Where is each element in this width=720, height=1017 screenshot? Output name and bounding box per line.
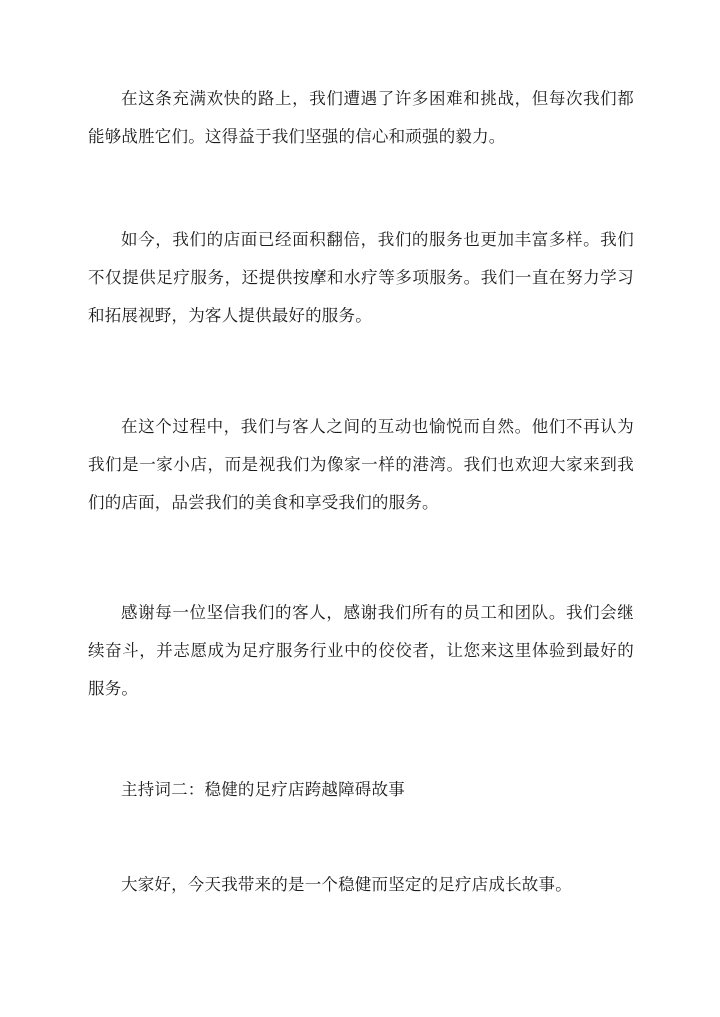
paragraph-1: 在这条充满欢快的路上，我们遭遇了许多困难和挑战，但每次我们都能够战胜它们。这得益于我们坚强的信心和顽强的毅力。 [88, 89, 634, 146]
paragraph-2: 如今，我们的店面已经面积翻倍，我们的服务也更加丰富多样。我们不仅提供足疗服务，还提供按摩和水疗等多项服务。我们一直在努力学习和拓展视野，为客人提供最好的服务。 [88, 230, 634, 325]
paragraph-4: 感谢每一位坚信我们的客人，感谢我们所有的员工和团队。我们会继续奋斗，并志愿成为足疗服务行业中的佼佼者，让您来这里体验到最好的服务。 [88, 603, 634, 698]
paragraph-3: 在这个过程中，我们与客人之间的互动也愉悦而自然。他们不再认为我们是一家小店，而是视我们为像家一样的港湾。我们也欢迎大家来到我们的店面，品尝我们的美食和享受我们的服务。 [88, 417, 634, 512]
section-heading: 主持词二：稳健的足疗店跨越障碍故事 [121, 780, 405, 799]
paragraph-6: 大家好，今天我带来的是一个稳健而坚定的足疗店成长故事。 [121, 875, 572, 894]
